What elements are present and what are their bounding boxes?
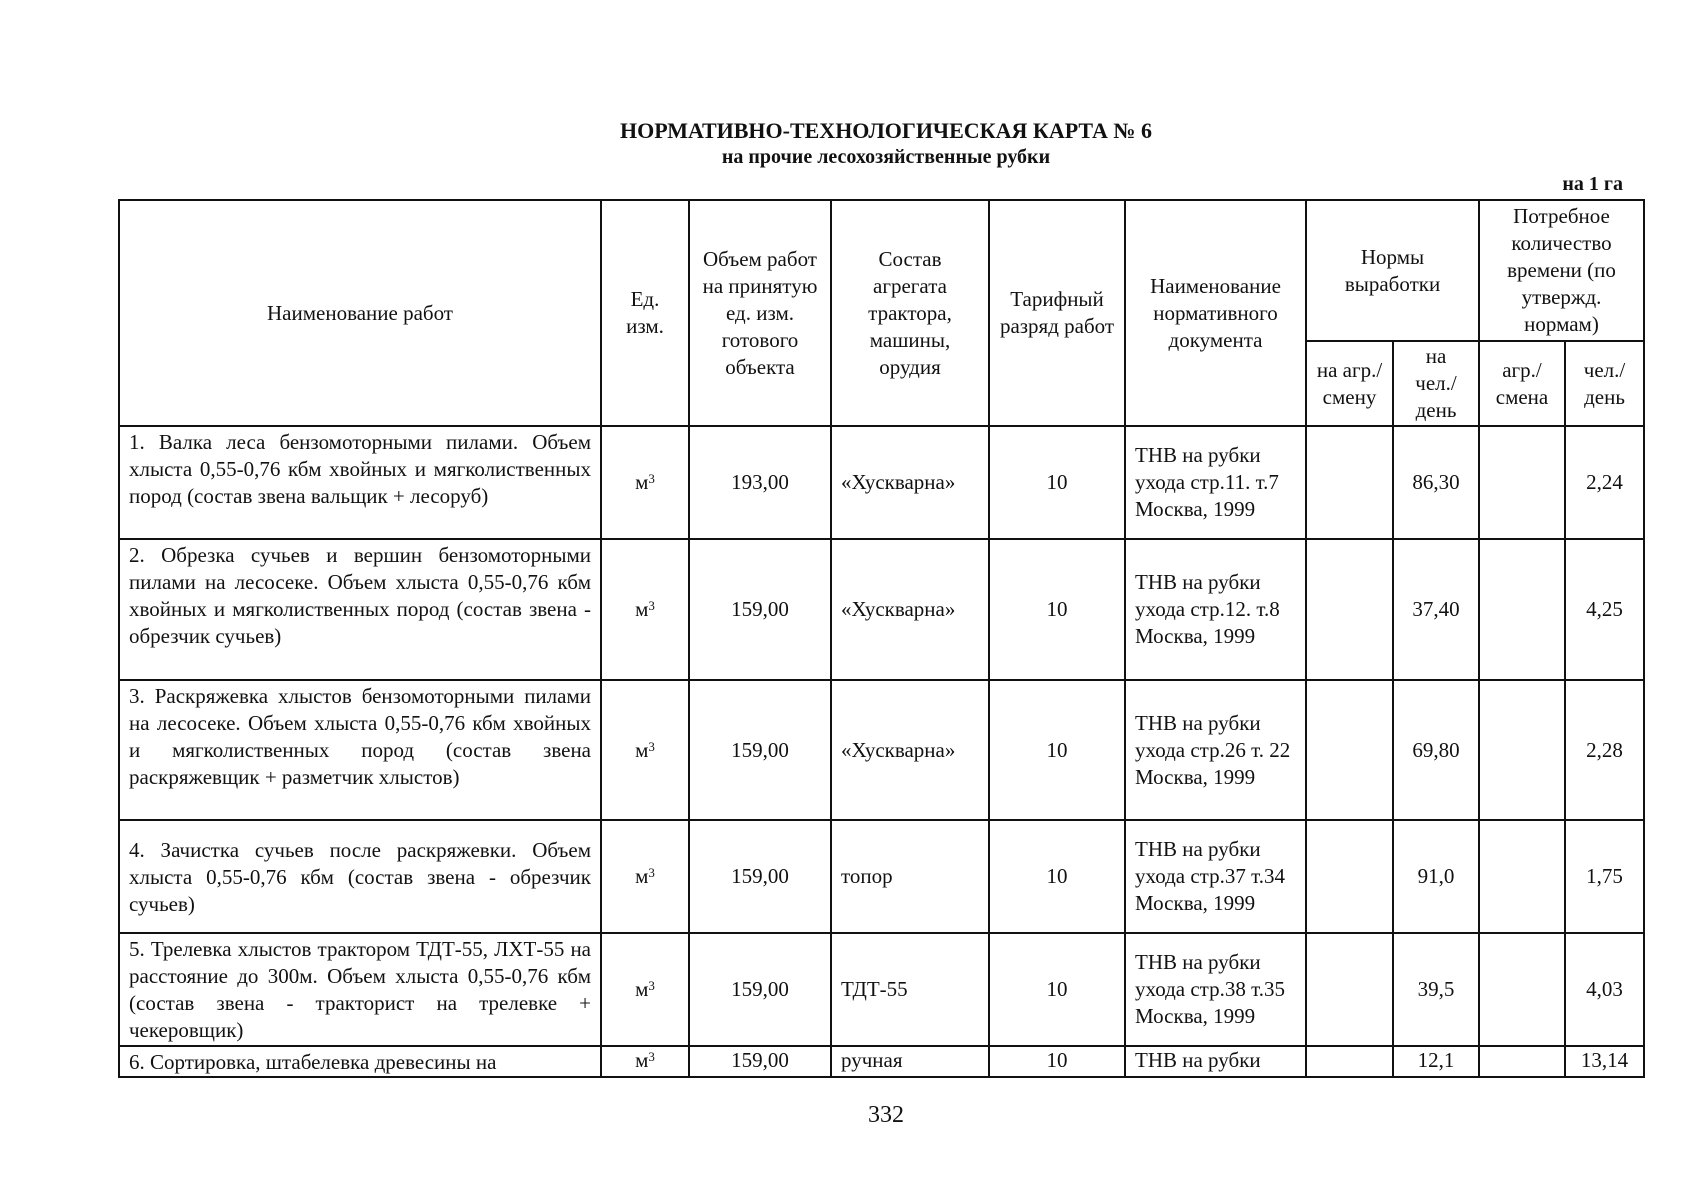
unit-base: м	[635, 1048, 649, 1072]
volume-cell: 159,00	[689, 820, 831, 933]
unit-cell	[601, 820, 689, 933]
norm-agr-cell	[1306, 933, 1393, 1046]
grade-cell: 10	[989, 1046, 1125, 1077]
unit-base: м	[635, 737, 649, 762]
norm-man-cell: 37,40	[1393, 539, 1479, 680]
unit-cell	[601, 539, 689, 680]
norm-man-cell: 86,30	[1393, 426, 1479, 539]
table-row	[119, 426, 1644, 539]
volume-cell: 159,00	[689, 680, 831, 820]
volume-cell: 159,00	[689, 933, 831, 1046]
doc-cell: ТНВ на рубки ухода стр.26 т. 22 Москва, 1999	[1125, 680, 1306, 820]
work-name-cell: 2. Обрезка сучьев и вершин бензомоторными пилами на лесосеке. Объем хлыста 0,55-0,76 кбм хвойных и мягколиственных пород (состав звена - обрезчик сучьев)	[119, 539, 601, 680]
work-name-cell: 5. Трелевка хлыстов трактором ТДТ-55, ЛХТ-55 на расстояние до 300м. Объем хлыста 0,55-0,76 кбм (состав звена - тракторист на трелевке + чекеровщик)	[119, 933, 601, 1046]
composition-cell: «Хускварна»	[831, 680, 989, 820]
doc-cell: ТНВ на рубки ухода стр.37 т.34 Москва, 1999	[1125, 820, 1306, 933]
document-title: НОРМАТИВНО-ТЕХНОЛОГИЧЕСКАЯ КАРТА № 6	[619, 118, 1152, 143]
time-agr-cell	[1479, 426, 1565, 539]
time-agr-cell	[1479, 680, 1565, 820]
header-doc: Наименование нормативного документа	[1125, 200, 1306, 426]
doc-cell: ТНВ на рубки ухода стр.12. т.8 Москва, 1999	[1125, 539, 1306, 680]
volume-cell: 159,00	[689, 1046, 831, 1077]
work-name-cell: 6. Сортировка, штабелевка древесины на	[119, 1046, 601, 1077]
composition-cell: ручная	[831, 1046, 989, 1077]
norm-agr-cell	[1306, 426, 1393, 539]
header-norms-agr: на агр./ смену	[1306, 341, 1393, 426]
unit-cell	[601, 933, 689, 1046]
norm-agr-cell	[1306, 539, 1393, 680]
document-subtitle: на прочие лесохозяйственные рубки	[721, 146, 1051, 168]
header-unit: Ед. изм.	[601, 200, 689, 426]
table-row	[119, 933, 1644, 1046]
header-norms: Нормы выработки	[1306, 200, 1479, 341]
doc-cell: ТНВ на рубки	[1125, 1046, 1306, 1077]
header-time-agr: агр./ смена	[1479, 341, 1565, 426]
header-work-name: Наименование работ	[119, 200, 601, 426]
header-row-top	[119, 200, 1644, 341]
header-time: Потребное количество времени (по утвержд. нормам)	[1479, 200, 1644, 341]
table-row	[119, 1046, 1644, 1077]
header-grade: Тарифный разряд работ	[989, 200, 1125, 426]
time-man-cell: 13,14	[1565, 1046, 1644, 1077]
time-man-cell: 1,75	[1565, 820, 1644, 933]
unit-sup: 3	[648, 471, 655, 486]
unit-note: на 1 га	[1562, 173, 1623, 195]
norm-agr-cell	[1306, 1046, 1393, 1077]
time-agr-cell	[1479, 820, 1565, 933]
norm-man-cell: 39,5	[1393, 933, 1479, 1046]
norms-table	[118, 199, 1645, 1078]
volume-cell: 193,00	[689, 426, 831, 539]
unit-sup: 3	[648, 738, 655, 754]
unit-cell	[601, 426, 689, 539]
time-agr-cell	[1479, 539, 1565, 680]
unit-cell	[601, 680, 689, 820]
unit-sup: 3	[648, 598, 655, 613]
unit-cell	[601, 1046, 689, 1077]
grade-cell: 10	[989, 680, 1125, 820]
composition-cell: ТДТ-55	[831, 933, 989, 1046]
composition-cell: «Хускварна»	[831, 426, 989, 539]
grade-cell: 10	[989, 426, 1125, 539]
unit-base: м	[635, 864, 649, 888]
doc-cell: ТНВ на рубки ухода стр.38 т.35 Москва, 1999	[1125, 933, 1306, 1046]
table-row	[119, 680, 1644, 820]
time-man-cell: 2,28	[1565, 680, 1644, 820]
unit-sup: 3	[648, 865, 655, 880]
time-man-cell: 4,03	[1565, 933, 1644, 1046]
time-agr-cell	[1479, 1046, 1565, 1077]
work-name-cell: 3. Раскряжевка хлыстов бензомоторными пилами на лесосеке. Объем хлыста 0,55-0,76 кбм хвойных и мягколиственных пород (состав звена раскряжевщик + разметчик хлыстов)	[119, 680, 601, 820]
norm-man-cell: 12,1	[1393, 1046, 1479, 1077]
unit-sup: 3	[648, 978, 655, 993]
grade-cell: 10	[989, 539, 1125, 680]
header-volume: Объем работ на принятую ед. изм. готового объекта	[689, 200, 831, 426]
time-man-cell: 4,25	[1565, 539, 1644, 680]
norm-agr-cell	[1306, 680, 1393, 820]
composition-cell: топор	[831, 820, 989, 933]
time-agr-cell	[1479, 933, 1565, 1046]
time-man-cell: 2,24	[1565, 426, 1644, 539]
norm-man-cell: 91,0	[1393, 820, 1479, 933]
unit-base: м	[635, 977, 649, 1001]
norm-agr-cell	[1306, 820, 1393, 933]
doc-cell: ТНВ на рубки ухода стр.11. т.7 Москва, 1999	[1125, 426, 1306, 539]
header-time-man: чел./ день	[1565, 341, 1644, 426]
work-name-cell: 4. Зачистка сучьев после раскряжевки. Объем хлыста 0,55-0,76 кбм (состав звена - обрезчик сучьев)	[119, 820, 601, 933]
unit-sup: 3	[648, 1049, 655, 1064]
header-composition: Состав агрегата трактора, машины, орудия	[831, 200, 989, 426]
unit-base: м	[635, 470, 649, 494]
norm-man-cell: 69,80	[1393, 680, 1479, 820]
work-name-cell: 1. Валка леса бензомоторными пилами. Объем хлыста 0,55-0,76 кбм хвойных и мягколиственных пород (состав звена вальщик + лесоруб)	[119, 426, 601, 539]
grade-cell: 10	[989, 820, 1125, 933]
table-row	[119, 539, 1644, 680]
volume-cell: 159,00	[689, 539, 831, 680]
header-norms-man: на чел./ день	[1393, 341, 1479, 426]
page-number: 332	[868, 1102, 904, 1128]
grade-cell: 10	[989, 933, 1125, 1046]
table-row	[119, 820, 1644, 933]
composition-cell: «Хускварна»	[831, 539, 989, 680]
unit-base: м	[635, 597, 649, 621]
